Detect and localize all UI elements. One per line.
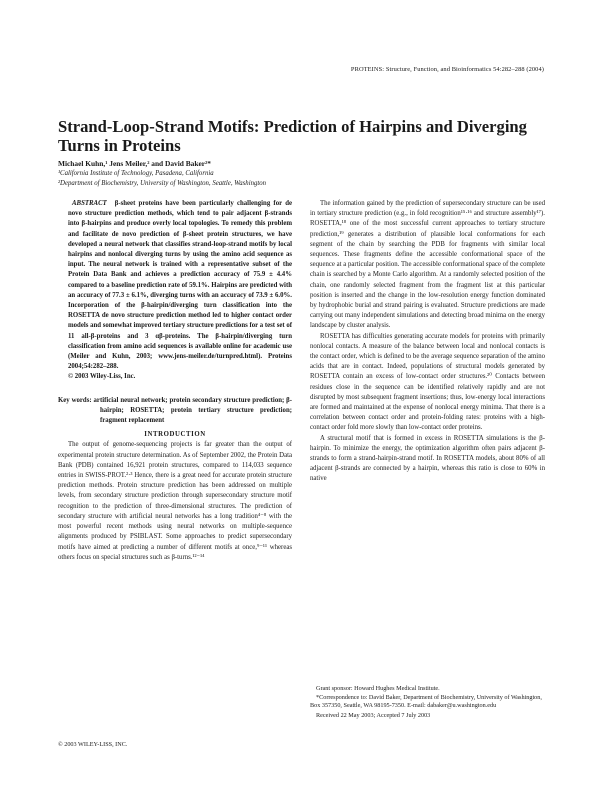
intro-paragraph-3: ROSETTA has difficulties generating accurate models for proteins with primarily nonlocal contacts. A measure of the balance between local and nonlocal contacts is the contact order, which is defined to be the average sequence separation of the amino acids that are in contact. Indeed, populations of structural models generated by ROSETTA contain an excess of low-contact order structures.²⁰ Contacts between residues close in the sequence can be identified relatively rapidly and are not disrupted by most subsequent fragment insertions; thus, low-energy local interactions are formed and maintained at the expense of nonlocal energy minima. That there is a correlation between contact order and protein-folding rates: proteins with a high-contact order fold more slowly than low-contact order proteins. bbox=[310, 332, 545, 432]
intro-paragraph-1: The output of genome-sequencing projects is far greater than the output of experimental protein structure determination. As of September 2002, the Protein Data Bank (PDB) contained 16,921 protein structures, compared to 114,033 sequence entries in SWISS-PROT.²·³ Hence, there is a great need for accurate protein structure prediction methods. Protein structure prediction has been addressed on multiple levels, from secondary structure prediction through supersecondary structure motif recognition to the prediction of three-dimensional structures. The prediction of secondary structure with artificial neural networks has a long tradition⁴⁻⁸ with the most powerful recent methods using neural networks on multiple-sequence alignments produced by PSIBLAST. Some approaches to predict supersecondary motifs have aimed at predicting a number of different motifs at once,⁹⁻¹¹ whereas others focus on special structures such as β-turns.¹²⁻¹⁴ bbox=[58, 441, 292, 561]
footnote-grant: Grant sponsor: Howard Hughes Medical Institute. bbox=[316, 685, 440, 692]
abstract bbox=[58, 199, 292, 372]
section-heading-introduction: INTRODUCTION bbox=[144, 431, 206, 439]
abstract-copyright: © 2003 Wiley-Liss, Inc. bbox=[68, 373, 136, 381]
footnotes bbox=[310, 685, 545, 721]
running-head: PROTEINS: Structure, Function, and Bioinformatics 54:282–288 (2004) bbox=[350, 66, 544, 73]
keywords-label: Key words: bbox=[58, 396, 92, 404]
abstract-label: ABSTRACT bbox=[72, 200, 107, 207]
intro-paragraph-4: A structural motif that is formed in excess in ROSETTA simulations is the β-hairpin. To minimize the energy, the optimization algorithm often pairs adjacent β-strands to form a strand-hairpin-strand motif. In ROSETTA models, about 80% of all adjacent β-strands are connected by a hairpin, whereas this ratio is close to 60% in native bbox=[310, 434, 545, 483]
publisher-copyright: © 2003 WILEY-LISS, INC. bbox=[58, 741, 128, 748]
affiliation-1: ¹California Institute of Technology, Pasadena, California bbox=[58, 170, 214, 177]
footnote-dates: Received 22 May 2003; Accepted 7 July 2003 bbox=[316, 711, 431, 719]
keywords-text: artificial neural network; protein secondary structure prediction; β-hairpin; ROSETTA; protein tertiary structure prediction; fragment replacement bbox=[93, 396, 293, 425]
affiliation-2: ²Department of Biochemistry, University of Washington, Seattle, Washington bbox=[58, 180, 267, 187]
intro-paragraph-2: The information gained by the prediction of supersecondary structure can be used in tertiary structure prediction (e.g., in fold recognition¹⁵·¹⁶ and structure assembly¹⁷). ROSETTA,¹⁸ one of the most successful current approaches to tertiary structure prediction,¹⁹ generates a distribution of plausible local conformations for each segment of the chain by searching the PDB for fragments with similar local sequences. These fragments define the accessible conformational space of the sequence at a particular position. The accessible conformational space of the complete chain is searched by a Monte Carlo algorithm. At a randomly selected position of the chain, one randomly selected fragment from the fragment list at this particular position is inserted and the change in the low-resolution energy function dominated by hydrophobic burial and strand pairing is evaluated. Structure predictions are made carrying out many independent simulations and detecting broad minima on the energy landscape by cluster analysis. bbox=[310, 200, 545, 330]
author-list: Michael Kuhn,¹ Jens Meiler,² and David Baker²* bbox=[58, 159, 211, 168]
left-column bbox=[58, 199, 292, 563]
keywords bbox=[58, 396, 292, 427]
article-title: Strand-Loop-Strand Motifs: Prediction of Hairpins and Diverging Turns in Proteins bbox=[58, 117, 527, 155]
footnote-correspondence: *Correspondence to: David Baker, Department of Biochemistry, University of Washington, Box 357350, Seattle, WA 98195-7350. E-mail: dabaker@u.washington.edu bbox=[310, 694, 542, 710]
abstract-text: β-sheet proteins have been particularly challenging for de novo structure prediction methods, which tend to pair adjacent β-strands into β-hairpins and produce overly local topologies. To remedy this problem and facilitate de novo prediction of β-sheet protein structures, we have developed a neural network that classifies strand-loop-strand motifs by local hairpins and nonlocal diverging turns by using the amino acid sequence as input. The neural network is trained with a representative subset of the Protein Data Bank and achieves a prediction accuracy of 75.9 ± 4.4% compared to a baseline prediction rate of 59.1%. Hairpins are predicted with an accuracy of 77.3 ± 6.1%, diverging turns with an accuracy of 73.9 ± 6.0%. Incorporation of the β-hairpin/diverging turn classification into the ROSETTA de novo structure prediction method led to higher contact order models and somewhat improved tertiary structure predictions for a test set of 11 all-β-proteins and 3 αβ-proteins. The β-hairpin/diverging turn classification from amino acid sequences is available online for academic use (Meiler and Kuhn, 2003; www.jens-meiler.de/turnpred.html). Proteins 2004;54:282–288. bbox=[68, 200, 292, 371]
right-column bbox=[310, 199, 545, 485]
